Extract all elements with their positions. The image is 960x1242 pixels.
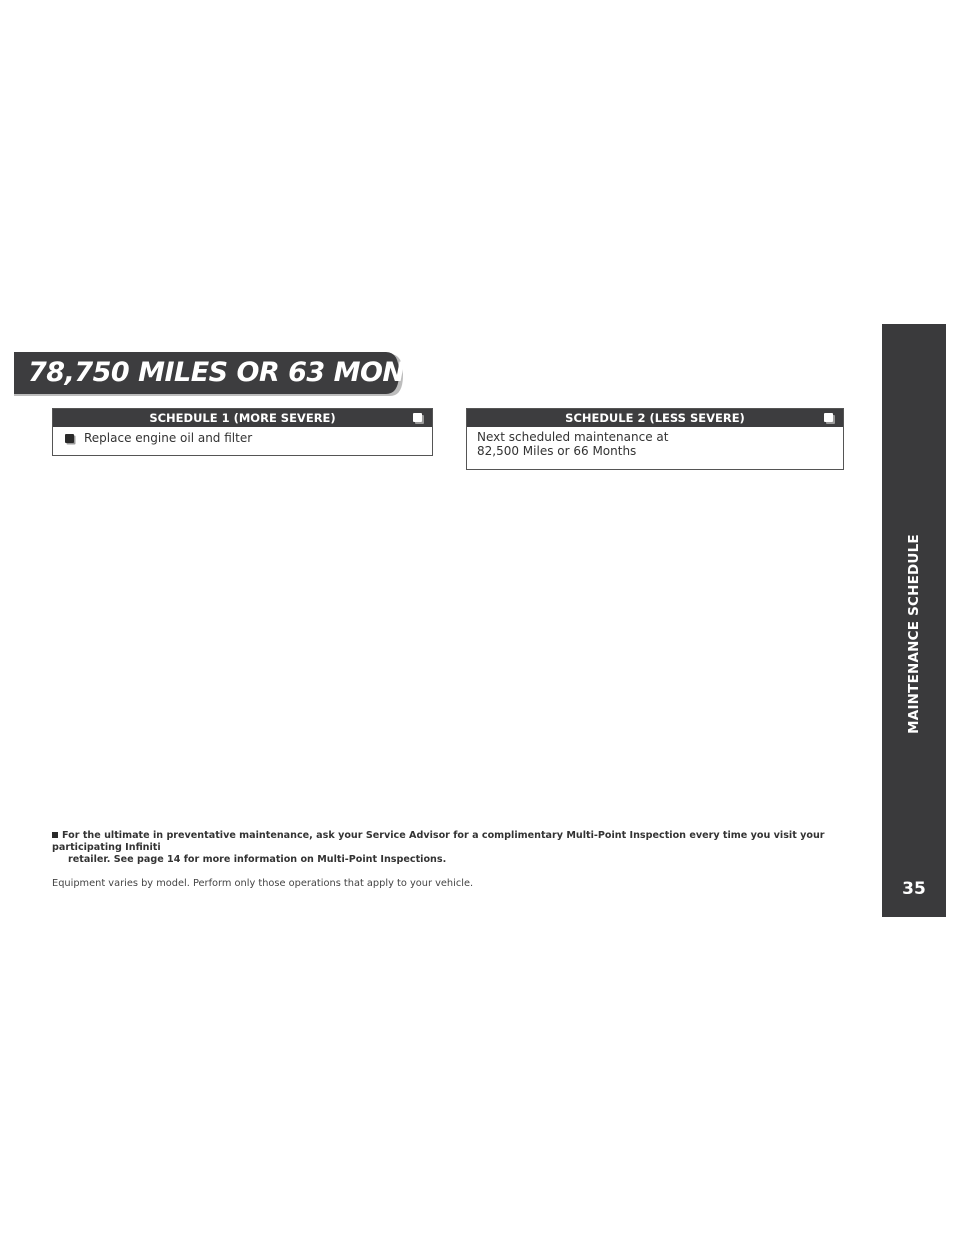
schedule-1-header [53,409,432,427]
schedule-2-box [466,408,844,470]
schedule-2-title: SCHEDULE 2 (LESS SEVERE) [565,411,745,425]
list-item [53,427,432,445]
next-maintenance-text [467,427,843,458]
inspection-footnote [52,830,842,866]
section-label: MAINTENANCE SCHEDULE [906,534,922,734]
footnote-line-2: retailer. See page 14 for more information on Multi-Point Inspections. [68,854,447,865]
schedule-1-box [52,408,433,456]
checkbox-icon[interactable] [65,434,74,443]
disclaimer: Equipment varies by model. Perform only those operations that apply to your vehicle. [52,878,474,889]
checkbox-icon [52,832,58,838]
footnote-line-1: For the ultimate in preventative maintenance, ask your Service Advisor for a complimentary Multi-Point Inspection every time you visit your participating Infiniti [52,830,825,853]
banner-title: 78,750 MILES OR 63 MONTHS [28,357,464,388]
page-number [882,860,946,917]
checkbox-icon [413,413,422,422]
next-maintenance-line-1: Next scheduled maintenance at [477,430,669,444]
item-label: Replace engine oil and filter [84,431,253,445]
checkbox-icon [824,413,833,422]
next-maintenance-line-2: 82,500 Miles or 66 Months [477,444,637,458]
mileage-banner [14,352,464,398]
schedule-1-title: SCHEDULE 1 (MORE SEVERE) [149,411,336,425]
page-number-label: 35 [902,878,926,899]
schedule-2-header [467,409,843,427]
